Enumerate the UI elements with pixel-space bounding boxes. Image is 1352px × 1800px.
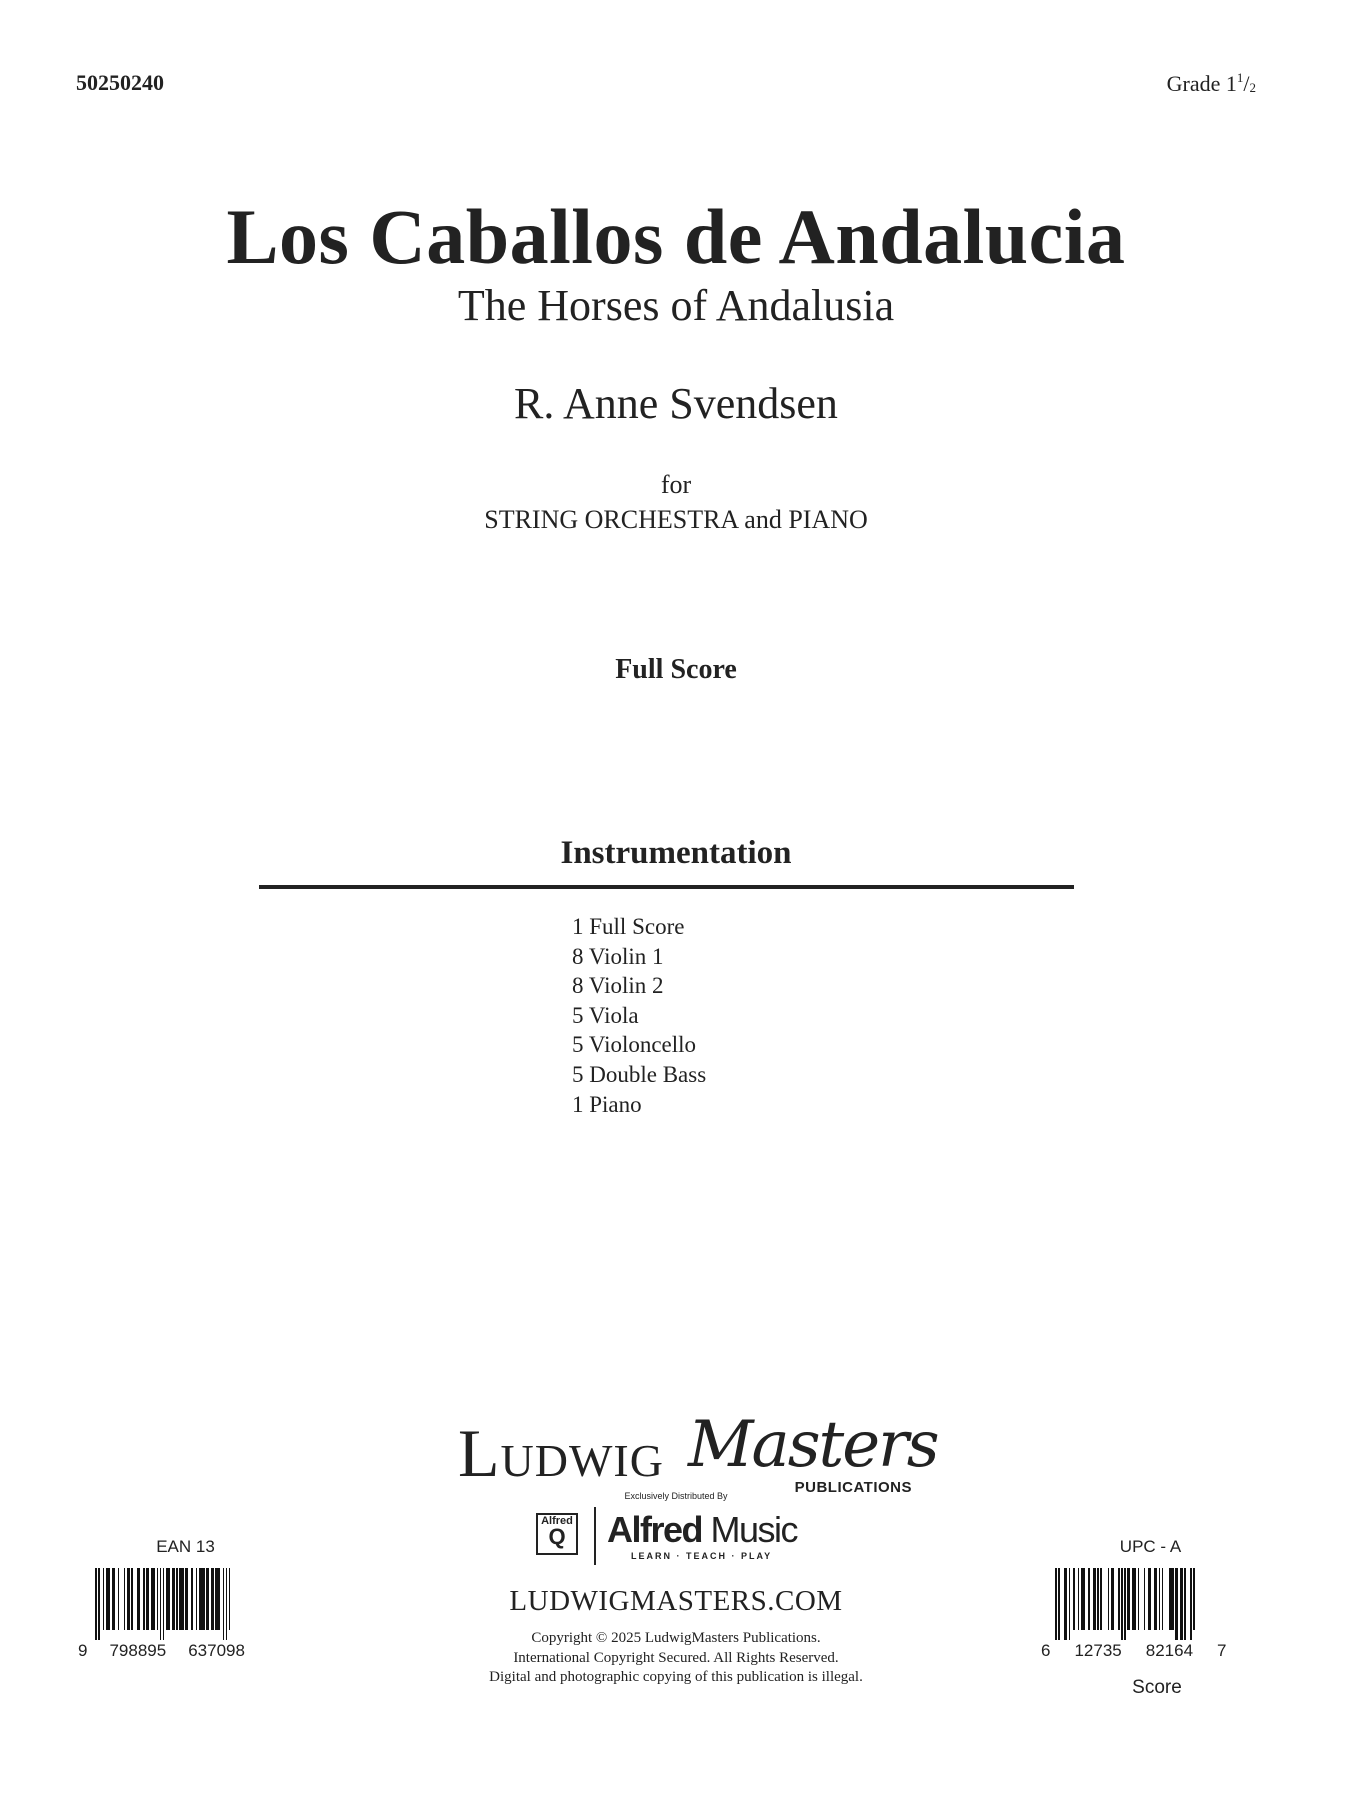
barcode-bar — [106, 1568, 111, 1630]
barcode-bar — [1159, 1568, 1161, 1630]
ean-digits-right: 637098 — [188, 1641, 245, 1660]
barcode-bar — [1154, 1568, 1157, 1630]
work-title: Los Caballos de Andalucia — [226, 193, 1126, 280]
copyright-line: Digital and photographic copying of this publication is illegal. — [489, 1669, 863, 1685]
ean-label: EAN 13 — [156, 1537, 215, 1556]
barcode-bar — [199, 1568, 205, 1630]
edition-label: Full Score — [615, 654, 737, 685]
barcode-bar — [146, 1568, 149, 1630]
composer-name: R. Anne Svendsen — [514, 379, 838, 428]
logo-ludwig-word: LUDWIG — [458, 1415, 664, 1491]
barcode-bar — [1108, 1568, 1110, 1630]
upc-digits-left: 12735 — [1074, 1641, 1122, 1660]
barcode-bar — [98, 1568, 100, 1640]
barcode-bar — [179, 1568, 184, 1630]
ean-digits-left: 798895 — [109, 1641, 167, 1660]
barcode-bar — [137, 1568, 140, 1630]
barcode-bar — [1124, 1568, 1126, 1640]
instrument-item: 1 Full Score — [572, 914, 685, 939]
ean-barcode — [95, 1568, 285, 1630]
barcode-bar — [1148, 1568, 1151, 1630]
barcode-bar — [1100, 1568, 1102, 1630]
barcode-bar — [1180, 1568, 1183, 1640]
barcode-bar — [151, 1568, 156, 1630]
instrument-item: 1 Piano — [572, 1091, 642, 1117]
barcode-bar — [112, 1568, 115, 1630]
barcode-bar — [229, 1568, 231, 1630]
barcode-bar — [1138, 1568, 1140, 1630]
alfred-tagline: LEARN · TEACH · PLAY — [631, 1551, 773, 1561]
barcode-bar — [1064, 1568, 1067, 1640]
barcode-bar — [1118, 1568, 1120, 1630]
barcode-bar — [163, 1568, 165, 1640]
upc-digits-right: 82164 — [1145, 1641, 1194, 1660]
upc-digit-last: 7 — [1217, 1641, 1227, 1660]
instrumentation-list — [572, 912, 706, 1119]
barcode-bar — [196, 1568, 198, 1630]
barcode-bar — [206, 1568, 209, 1630]
barcode-bar — [103, 1568, 105, 1630]
barcode-bar — [124, 1568, 126, 1630]
barcode-bar — [166, 1568, 171, 1630]
logo-divider — [594, 1507, 596, 1565]
barcode-bar — [95, 1568, 97, 1640]
barcode-bar — [160, 1568, 162, 1640]
barcode-bar — [1190, 1568, 1192, 1640]
barcode-bar — [1097, 1568, 1099, 1630]
barcode-bar — [1121, 1568, 1123, 1640]
barcode-bar — [131, 1568, 133, 1630]
upc-barcode — [1055, 1568, 1250, 1630]
barcode-bar — [1132, 1568, 1137, 1630]
barcode-bar — [1175, 1568, 1178, 1640]
ensemble-label: STRING ORCHESTRA and PIANO — [484, 505, 868, 534]
publisher-website: LUDWIGMASTERS.COM — [509, 1585, 843, 1617]
barcode-bar — [223, 1568, 225, 1640]
alfred-music-logo — [536, 1507, 806, 1567]
instrument-item: 5 Viola — [572, 1002, 639, 1028]
barcode-bar — [226, 1568, 228, 1640]
logo-publications: PUBLICATIONS — [794, 1479, 912, 1496]
barcode-bar — [1162, 1568, 1164, 1630]
barcode-bar — [1055, 1568, 1057, 1640]
instrument-item: 5 Double Bass — [572, 1061, 707, 1087]
barcode-bar — [1144, 1568, 1146, 1630]
ean-digit-first: 9 — [78, 1641, 88, 1660]
barcode-bar — [176, 1568, 178, 1630]
upc-digits — [1041, 1641, 1251, 1661]
barcode-bar — [1069, 1568, 1071, 1640]
barcode-bar — [1169, 1568, 1174, 1630]
barcode-bar — [143, 1568, 145, 1630]
upc-label: UPC - A — [1119, 1537, 1182, 1556]
instrument-item: 5 Violoncello — [572, 1032, 697, 1058]
barcode-bar — [1088, 1568, 1090, 1630]
barcode-bar — [191, 1568, 193, 1630]
barcode-bar — [211, 1568, 214, 1630]
barcode-bar — [185, 1568, 188, 1630]
work-subtitle: The Horses of Andalusia — [457, 281, 895, 330]
alfred-box-icon: Alfred Q — [536, 1513, 578, 1555]
barcode-bar — [1078, 1568, 1080, 1630]
barcode-bar — [172, 1568, 175, 1630]
grade-label: Grade 1 — [1166, 71, 1237, 96]
instrument-item: 8 Violin 1 — [572, 943, 664, 969]
barcode-bar — [1111, 1568, 1114, 1630]
grade-fraction-numerator: 1 — [1236, 70, 1244, 85]
barcode-bar — [1081, 1568, 1086, 1630]
barcode-bar — [118, 1568, 120, 1630]
copyright-line: International Copyright Secured. All Rights Reserved. — [513, 1649, 839, 1666]
barcode-bar — [127, 1568, 130, 1630]
barcode-bar — [1073, 1568, 1075, 1630]
instrumentation-heading: Instrumentation — [560, 835, 792, 871]
distributed-by-label: Exclusively Distributed By — [624, 1491, 728, 1501]
grade-level: Grade $1^1/_2$ — [1166, 70, 1256, 96]
barcode-bar — [1193, 1568, 1195, 1630]
barcode-bar — [1184, 1568, 1186, 1640]
upc-digit-first: 6 — [1041, 1641, 1051, 1660]
instrument-item: 8 Violin 2 — [572, 973, 664, 999]
barcode-bar — [215, 1568, 220, 1630]
barcode-bar — [157, 1568, 159, 1630]
alfred-wordmark: Alfred Music — [607, 1509, 798, 1550]
barcode-bar — [1093, 1568, 1096, 1630]
barcode-bar — [1127, 1568, 1130, 1630]
copyright-line: Copyright © 2025 LudwigMasters Publications. — [531, 1630, 821, 1646]
logo-masters-word: Masters — [688, 1408, 938, 1482]
instrumentation-divider — [259, 885, 1074, 889]
ean-digits — [78, 1641, 267, 1661]
for-label: for — [660, 470, 692, 499]
catalog-number: 50250240 — [76, 70, 164, 95]
barcode-bar — [1058, 1568, 1060, 1640]
grade-fraction-denominator: 2 — [1249, 80, 1256, 95]
part-label: Score — [1132, 1677, 1182, 1698]
